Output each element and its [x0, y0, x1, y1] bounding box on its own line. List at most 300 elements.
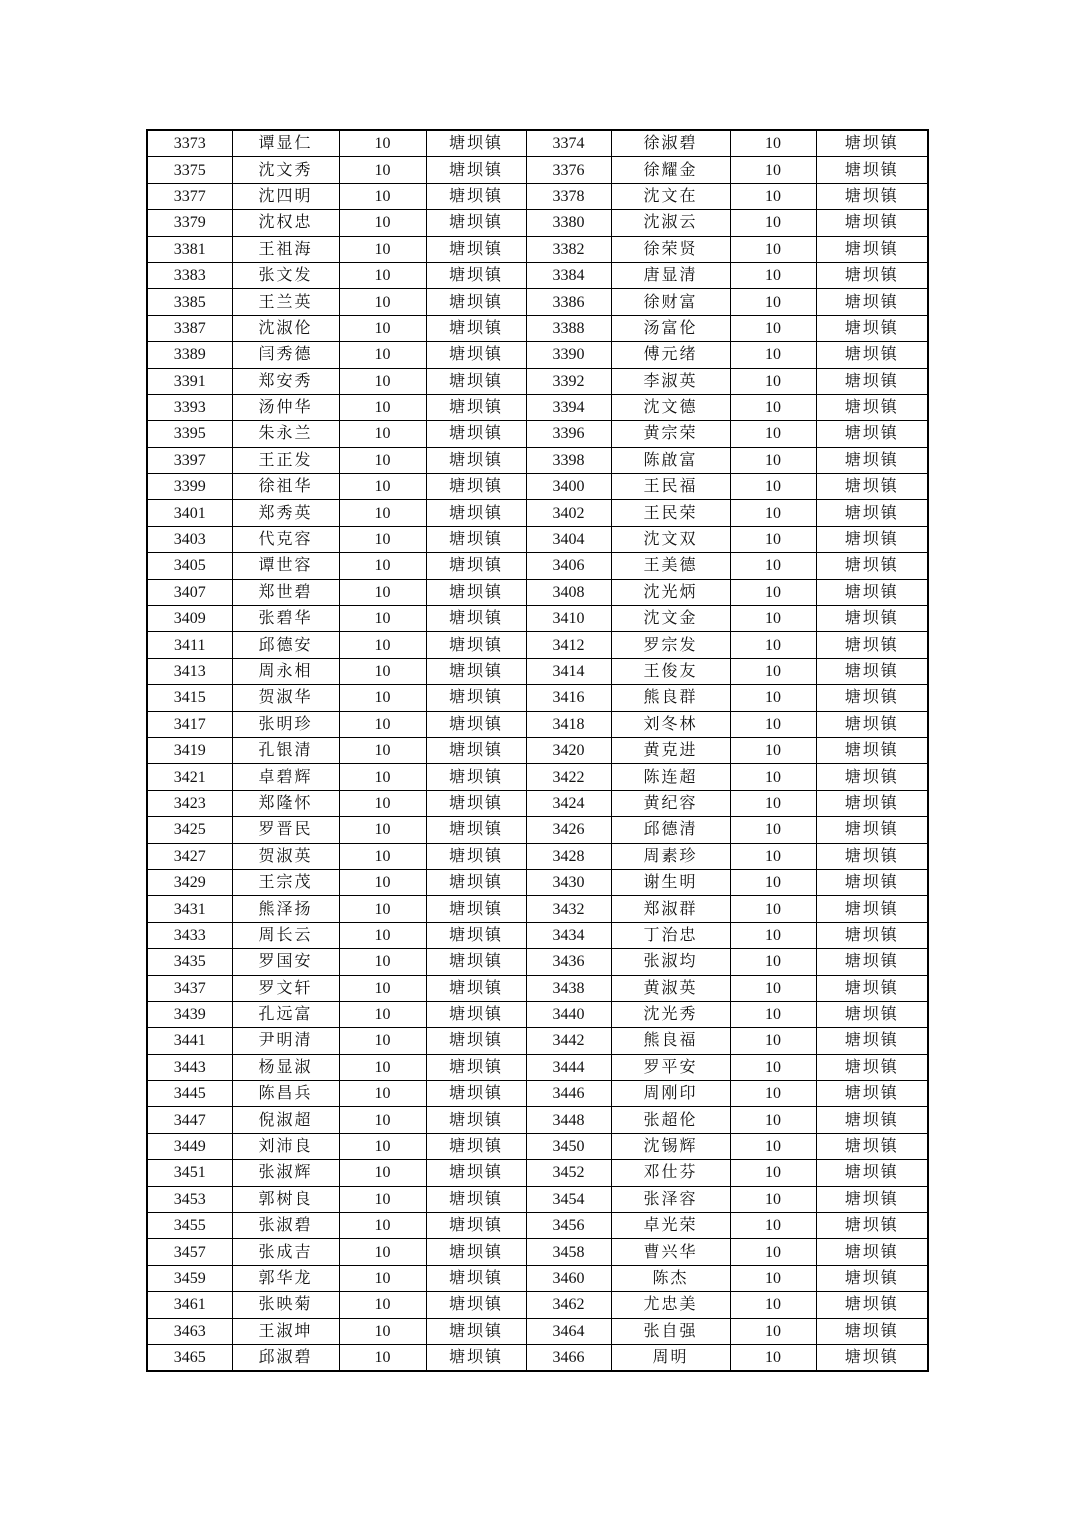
record-number-cell: 3428: [526, 843, 611, 869]
amount-cell: 10: [339, 1001, 426, 1027]
record-number-cell: 3425: [147, 817, 232, 843]
town-cell: 塘坝镇: [426, 949, 526, 975]
name-cell: 傅元绪: [611, 342, 730, 368]
town-cell: 塘坝镇: [426, 553, 526, 579]
amount-cell: 10: [730, 526, 816, 552]
town-cell: 塘坝镇: [816, 526, 928, 552]
amount-cell: 10: [730, 1160, 816, 1186]
name-cell: 邱淑碧: [232, 1344, 339, 1371]
amount-cell: 10: [730, 790, 816, 816]
amount-cell: 10: [339, 1239, 426, 1265]
town-cell: 塘坝镇: [426, 922, 526, 948]
table-row: [147, 1054, 928, 1080]
town-cell: 塘坝镇: [426, 658, 526, 684]
name-cell: 罗国安: [232, 949, 339, 975]
name-cell: 张映菊: [232, 1292, 339, 1318]
name-cell: 王祖海: [232, 236, 339, 262]
record-number-cell: 3429: [147, 869, 232, 895]
name-cell: 李淑英: [611, 368, 730, 394]
town-cell: 塘坝镇: [816, 368, 928, 394]
table-row: [147, 1186, 928, 1212]
record-number-cell: 3416: [526, 685, 611, 711]
table-row: [147, 817, 928, 843]
amount-cell: 10: [730, 737, 816, 763]
amount-cell: 10: [339, 949, 426, 975]
record-number-cell: 3403: [147, 526, 232, 552]
amount-cell: 10: [339, 1318, 426, 1344]
town-cell: 塘坝镇: [426, 421, 526, 447]
record-number-cell: 3465: [147, 1344, 232, 1371]
table-row: [147, 949, 928, 975]
record-number-cell: 3466: [526, 1344, 611, 1371]
town-cell: 塘坝镇: [816, 843, 928, 869]
table-row: [147, 922, 928, 948]
amount-cell: 10: [730, 764, 816, 790]
town-cell: 塘坝镇: [816, 236, 928, 262]
record-number-cell: 3414: [526, 658, 611, 684]
name-cell: 王民荣: [611, 500, 730, 526]
amount-cell: 10: [730, 817, 816, 843]
amount-cell: 10: [730, 210, 816, 236]
amount-cell: 10: [730, 183, 816, 209]
name-cell: 沈文秀: [232, 157, 339, 183]
town-cell: 塘坝镇: [816, 421, 928, 447]
town-cell: 塘坝镇: [426, 869, 526, 895]
record-number-cell: 3423: [147, 790, 232, 816]
name-cell: 尤忠美: [611, 1292, 730, 1318]
name-cell: 郑秀英: [232, 500, 339, 526]
amount-cell: 10: [339, 447, 426, 473]
amount-cell: 10: [339, 843, 426, 869]
amount-cell: 10: [730, 1186, 816, 1212]
name-cell: 贺淑英: [232, 843, 339, 869]
name-cell: 王美德: [611, 553, 730, 579]
record-number-cell: 3447: [147, 1107, 232, 1133]
town-cell: 塘坝镇: [426, 764, 526, 790]
amount-cell: 10: [730, 447, 816, 473]
town-cell: 塘坝镇: [816, 1054, 928, 1080]
table-row: [147, 342, 928, 368]
amount-cell: 10: [730, 632, 816, 658]
town-cell: 塘坝镇: [426, 157, 526, 183]
record-number-cell: 3418: [526, 711, 611, 737]
name-cell: 徐耀金: [611, 157, 730, 183]
name-cell: 沈文德: [611, 394, 730, 420]
table-row: [147, 658, 928, 684]
record-number-cell: 3391: [147, 368, 232, 394]
name-cell: 邱德安: [232, 632, 339, 658]
record-number-cell: 3412: [526, 632, 611, 658]
town-cell: 塘坝镇: [816, 1344, 928, 1371]
record-number-cell: 3392: [526, 368, 611, 394]
amount-cell: 10: [730, 1054, 816, 1080]
name-cell: 沈光炳: [611, 579, 730, 605]
amount-cell: 10: [730, 1213, 816, 1239]
name-cell: 张文发: [232, 262, 339, 288]
town-cell: 塘坝镇: [426, 975, 526, 1001]
town-cell: 塘坝镇: [816, 210, 928, 236]
record-number-cell: 3393: [147, 394, 232, 420]
record-number-cell: 3455: [147, 1213, 232, 1239]
town-cell: 塘坝镇: [426, 1028, 526, 1054]
name-cell: 邱德清: [611, 817, 730, 843]
town-cell: 塘坝镇: [426, 500, 526, 526]
name-cell: 郑淑群: [611, 896, 730, 922]
table-row: [147, 1265, 928, 1291]
record-number-cell: 3421: [147, 764, 232, 790]
amount-cell: 10: [339, 474, 426, 500]
town-cell: 塘坝镇: [426, 1239, 526, 1265]
name-cell: 沈权忠: [232, 210, 339, 236]
amount-cell: 10: [339, 1160, 426, 1186]
record-number-cell: 3454: [526, 1186, 611, 1212]
amount-cell: 10: [339, 157, 426, 183]
town-cell: 塘坝镇: [816, 1265, 928, 1291]
record-number-cell: 3440: [526, 1001, 611, 1027]
amount-cell: 10: [339, 817, 426, 843]
town-cell: 塘坝镇: [816, 183, 928, 209]
record-number-cell: 3406: [526, 553, 611, 579]
amount-cell: 10: [730, 394, 816, 420]
name-cell: 沈淑伦: [232, 315, 339, 341]
amount-cell: 10: [730, 975, 816, 1001]
record-number-cell: 3407: [147, 579, 232, 605]
amount-cell: 10: [339, 1344, 426, 1371]
name-cell: 郑世碧: [232, 579, 339, 605]
amount-cell: 10: [339, 553, 426, 579]
town-cell: 塘坝镇: [426, 1054, 526, 1080]
record-number-cell: 3452: [526, 1160, 611, 1186]
name-cell: 罗平安: [611, 1054, 730, 1080]
name-cell: 郭树良: [232, 1186, 339, 1212]
table-row: [147, 1160, 928, 1186]
table-row: [147, 579, 928, 605]
record-number-cell: 3404: [526, 526, 611, 552]
name-cell: 沈文在: [611, 183, 730, 209]
name-cell: 陈杰: [611, 1265, 730, 1291]
amount-cell: 10: [339, 1213, 426, 1239]
record-number-cell: 3438: [526, 975, 611, 1001]
amount-cell: 10: [730, 606, 816, 632]
table-row: [147, 606, 928, 632]
town-cell: 塘坝镇: [426, 1318, 526, 1344]
record-number-cell: 3378: [526, 183, 611, 209]
record-number-cell: 3384: [526, 262, 611, 288]
name-cell: 张碧华: [232, 606, 339, 632]
town-cell: 塘坝镇: [816, 1001, 928, 1027]
amount-cell: 10: [339, 1133, 426, 1159]
record-number-cell: 3394: [526, 394, 611, 420]
record-number-cell: 3380: [526, 210, 611, 236]
name-cell: 周素珍: [611, 843, 730, 869]
amount-cell: 10: [730, 315, 816, 341]
name-cell: 刘沛良: [232, 1133, 339, 1159]
record-number-cell: 3400: [526, 474, 611, 500]
town-cell: 塘坝镇: [426, 1107, 526, 1133]
name-cell: 孔远富: [232, 1001, 339, 1027]
name-cell: 罗文轩: [232, 975, 339, 1001]
table-row: [147, 236, 928, 262]
record-number-cell: 3398: [526, 447, 611, 473]
amount-cell: 10: [339, 869, 426, 895]
amount-cell: 10: [730, 711, 816, 737]
name-cell: 张明珍: [232, 711, 339, 737]
name-cell: 汤仲华: [232, 394, 339, 420]
record-number-cell: 3405: [147, 553, 232, 579]
town-cell: 塘坝镇: [426, 737, 526, 763]
amount-cell: 10: [339, 658, 426, 684]
table-row: [147, 262, 928, 288]
amount-cell: 10: [339, 632, 426, 658]
table-row: [147, 1107, 928, 1133]
amount-cell: 10: [730, 1344, 816, 1371]
record-number-cell: 3462: [526, 1292, 611, 1318]
amount-cell: 10: [339, 289, 426, 315]
town-cell: 塘坝镇: [426, 1186, 526, 1212]
amount-cell: 10: [730, 685, 816, 711]
town-cell: 塘坝镇: [816, 1081, 928, 1107]
name-cell: 倪淑超: [232, 1107, 339, 1133]
town-cell: 塘坝镇: [816, 553, 928, 579]
name-cell: 周刚印: [611, 1081, 730, 1107]
record-number-cell: 3408: [526, 579, 611, 605]
table-row: [147, 1081, 928, 1107]
name-cell: 张泽容: [611, 1186, 730, 1212]
name-cell: 熊良福: [611, 1028, 730, 1054]
name-cell: 黄宗荣: [611, 421, 730, 447]
record-number-cell: 3434: [526, 922, 611, 948]
amount-cell: 10: [730, 236, 816, 262]
record-number-cell: 3387: [147, 315, 232, 341]
table-row: [147, 1133, 928, 1159]
amount-cell: 10: [730, 1239, 816, 1265]
name-cell: 黄克进: [611, 737, 730, 763]
amount-cell: 10: [339, 606, 426, 632]
record-number-cell: 3451: [147, 1160, 232, 1186]
town-cell: 塘坝镇: [426, 447, 526, 473]
name-cell: 张淑碧: [232, 1213, 339, 1239]
table-row: [147, 500, 928, 526]
table-row: [147, 474, 928, 500]
record-number-cell: 3388: [526, 315, 611, 341]
record-number-cell: 3456: [526, 1213, 611, 1239]
table-row: [147, 447, 928, 473]
name-cell: 汤富伦: [611, 315, 730, 341]
record-number-cell: 3424: [526, 790, 611, 816]
town-cell: 塘坝镇: [426, 368, 526, 394]
record-number-cell: 3375: [147, 157, 232, 183]
name-cell: 郑隆怀: [232, 790, 339, 816]
record-number-cell: 3395: [147, 421, 232, 447]
name-cell: 沈光秀: [611, 1001, 730, 1027]
roster-table-body: [147, 130, 928, 1371]
record-number-cell: 3450: [526, 1133, 611, 1159]
record-number-cell: 3453: [147, 1186, 232, 1212]
town-cell: 塘坝镇: [426, 342, 526, 368]
record-number-cell: 3432: [526, 896, 611, 922]
town-cell: 塘坝镇: [426, 896, 526, 922]
amount-cell: 10: [730, 1081, 816, 1107]
record-number-cell: 3411: [147, 632, 232, 658]
town-cell: 塘坝镇: [816, 737, 928, 763]
name-cell: 邓仕芬: [611, 1160, 730, 1186]
table-row: [147, 1344, 928, 1371]
town-cell: 塘坝镇: [426, 1344, 526, 1371]
name-cell: 王淑坤: [232, 1318, 339, 1344]
town-cell: 塘坝镇: [426, 130, 526, 157]
table-row: [147, 1318, 928, 1344]
name-cell: 罗晋民: [232, 817, 339, 843]
town-cell: 塘坝镇: [426, 1292, 526, 1318]
name-cell: 闫秀德: [232, 342, 339, 368]
name-cell: 郑安秀: [232, 368, 339, 394]
record-number-cell: 3446: [526, 1081, 611, 1107]
town-cell: 塘坝镇: [816, 1239, 928, 1265]
amount-cell: 10: [339, 711, 426, 737]
town-cell: 塘坝镇: [816, 1133, 928, 1159]
town-cell: 塘坝镇: [426, 1265, 526, 1291]
town-cell: 塘坝镇: [816, 289, 928, 315]
record-number-cell: 3383: [147, 262, 232, 288]
record-number-cell: 3442: [526, 1028, 611, 1054]
name-cell: 王正发: [232, 447, 339, 473]
table-row: [147, 289, 928, 315]
town-cell: 塘坝镇: [816, 342, 928, 368]
town-cell: 塘坝镇: [816, 130, 928, 157]
amount-cell: 10: [730, 342, 816, 368]
record-number-cell: 3431: [147, 896, 232, 922]
amount-cell: 10: [730, 289, 816, 315]
town-cell: 塘坝镇: [426, 843, 526, 869]
name-cell: 王民福: [611, 474, 730, 500]
record-number-cell: 3390: [526, 342, 611, 368]
town-cell: 塘坝镇: [816, 817, 928, 843]
town-cell: 塘坝镇: [426, 685, 526, 711]
roster-table: [146, 129, 929, 1372]
town-cell: 塘坝镇: [426, 315, 526, 341]
amount-cell: 10: [339, 790, 426, 816]
name-cell: 熊良群: [611, 685, 730, 711]
record-number-cell: 3415: [147, 685, 232, 711]
name-cell: 周长云: [232, 922, 339, 948]
record-number-cell: 3386: [526, 289, 611, 315]
record-number-cell: 3376: [526, 157, 611, 183]
amount-cell: 10: [339, 526, 426, 552]
amount-cell: 10: [730, 1107, 816, 1133]
table-row: [147, 711, 928, 737]
amount-cell: 10: [339, 1081, 426, 1107]
town-cell: 塘坝镇: [816, 658, 928, 684]
amount-cell: 10: [339, 737, 426, 763]
town-cell: 塘坝镇: [426, 1213, 526, 1239]
town-cell: 塘坝镇: [426, 262, 526, 288]
amount-cell: 10: [730, 157, 816, 183]
amount-cell: 10: [339, 764, 426, 790]
amount-cell: 10: [339, 130, 426, 157]
amount-cell: 10: [339, 210, 426, 236]
amount-cell: 10: [730, 421, 816, 447]
town-cell: 塘坝镇: [426, 1001, 526, 1027]
amount-cell: 10: [339, 1292, 426, 1318]
town-cell: 塘坝镇: [816, 764, 928, 790]
table-row: [147, 764, 928, 790]
table-row: [147, 869, 928, 895]
town-cell: 塘坝镇: [816, 711, 928, 737]
town-cell: 塘坝镇: [426, 394, 526, 420]
table-row: [147, 737, 928, 763]
record-number-cell: 3402: [526, 500, 611, 526]
amount-cell: 10: [730, 1028, 816, 1054]
table-row: [147, 130, 928, 157]
amount-cell: 10: [730, 869, 816, 895]
name-cell: 贺淑华: [232, 685, 339, 711]
amount-cell: 10: [730, 843, 816, 869]
table-row: [147, 975, 928, 1001]
name-cell: 杨显淑: [232, 1054, 339, 1080]
name-cell: 熊泽扬: [232, 896, 339, 922]
record-number-cell: 3448: [526, 1107, 611, 1133]
amount-cell: 10: [339, 500, 426, 526]
amount-cell: 10: [339, 262, 426, 288]
name-cell: 朱永兰: [232, 421, 339, 447]
town-cell: 塘坝镇: [816, 579, 928, 605]
town-cell: 塘坝镇: [816, 606, 928, 632]
record-number-cell: 3382: [526, 236, 611, 262]
town-cell: 塘坝镇: [816, 1107, 928, 1133]
town-cell: 塘坝镇: [426, 236, 526, 262]
record-number-cell: 3397: [147, 447, 232, 473]
amount-cell: 10: [339, 685, 426, 711]
amount-cell: 10: [339, 183, 426, 209]
name-cell: 张淑辉: [232, 1160, 339, 1186]
table-row: [147, 1001, 928, 1027]
town-cell: 塘坝镇: [426, 526, 526, 552]
record-number-cell: 3417: [147, 711, 232, 737]
name-cell: 沈四明: [232, 183, 339, 209]
amount-cell: 10: [730, 922, 816, 948]
town-cell: 塘坝镇: [816, 500, 928, 526]
name-cell: 张淑均: [611, 949, 730, 975]
amount-cell: 10: [730, 262, 816, 288]
town-cell: 塘坝镇: [816, 949, 928, 975]
name-cell: 谭世容: [232, 553, 339, 579]
town-cell: 塘坝镇: [816, 474, 928, 500]
table-row: [147, 368, 928, 394]
amount-cell: 10: [339, 579, 426, 605]
town-cell: 塘坝镇: [816, 262, 928, 288]
amount-cell: 10: [339, 1028, 426, 1054]
amount-cell: 10: [339, 975, 426, 1001]
name-cell: 周永相: [232, 658, 339, 684]
amount-cell: 10: [339, 368, 426, 394]
name-cell: 谢生明: [611, 869, 730, 895]
town-cell: 塘坝镇: [426, 711, 526, 737]
amount-cell: 10: [339, 1107, 426, 1133]
amount-cell: 10: [339, 315, 426, 341]
amount-cell: 10: [730, 130, 816, 157]
record-number-cell: 3464: [526, 1318, 611, 1344]
amount-cell: 10: [339, 1054, 426, 1080]
record-number-cell: 3458: [526, 1239, 611, 1265]
town-cell: 塘坝镇: [426, 183, 526, 209]
name-cell: 沈文双: [611, 526, 730, 552]
record-number-cell: 3460: [526, 1265, 611, 1291]
town-cell: 塘坝镇: [426, 606, 526, 632]
town-cell: 塘坝镇: [426, 632, 526, 658]
town-cell: 塘坝镇: [426, 579, 526, 605]
town-cell: 塘坝镇: [426, 210, 526, 236]
town-cell: 塘坝镇: [816, 447, 928, 473]
